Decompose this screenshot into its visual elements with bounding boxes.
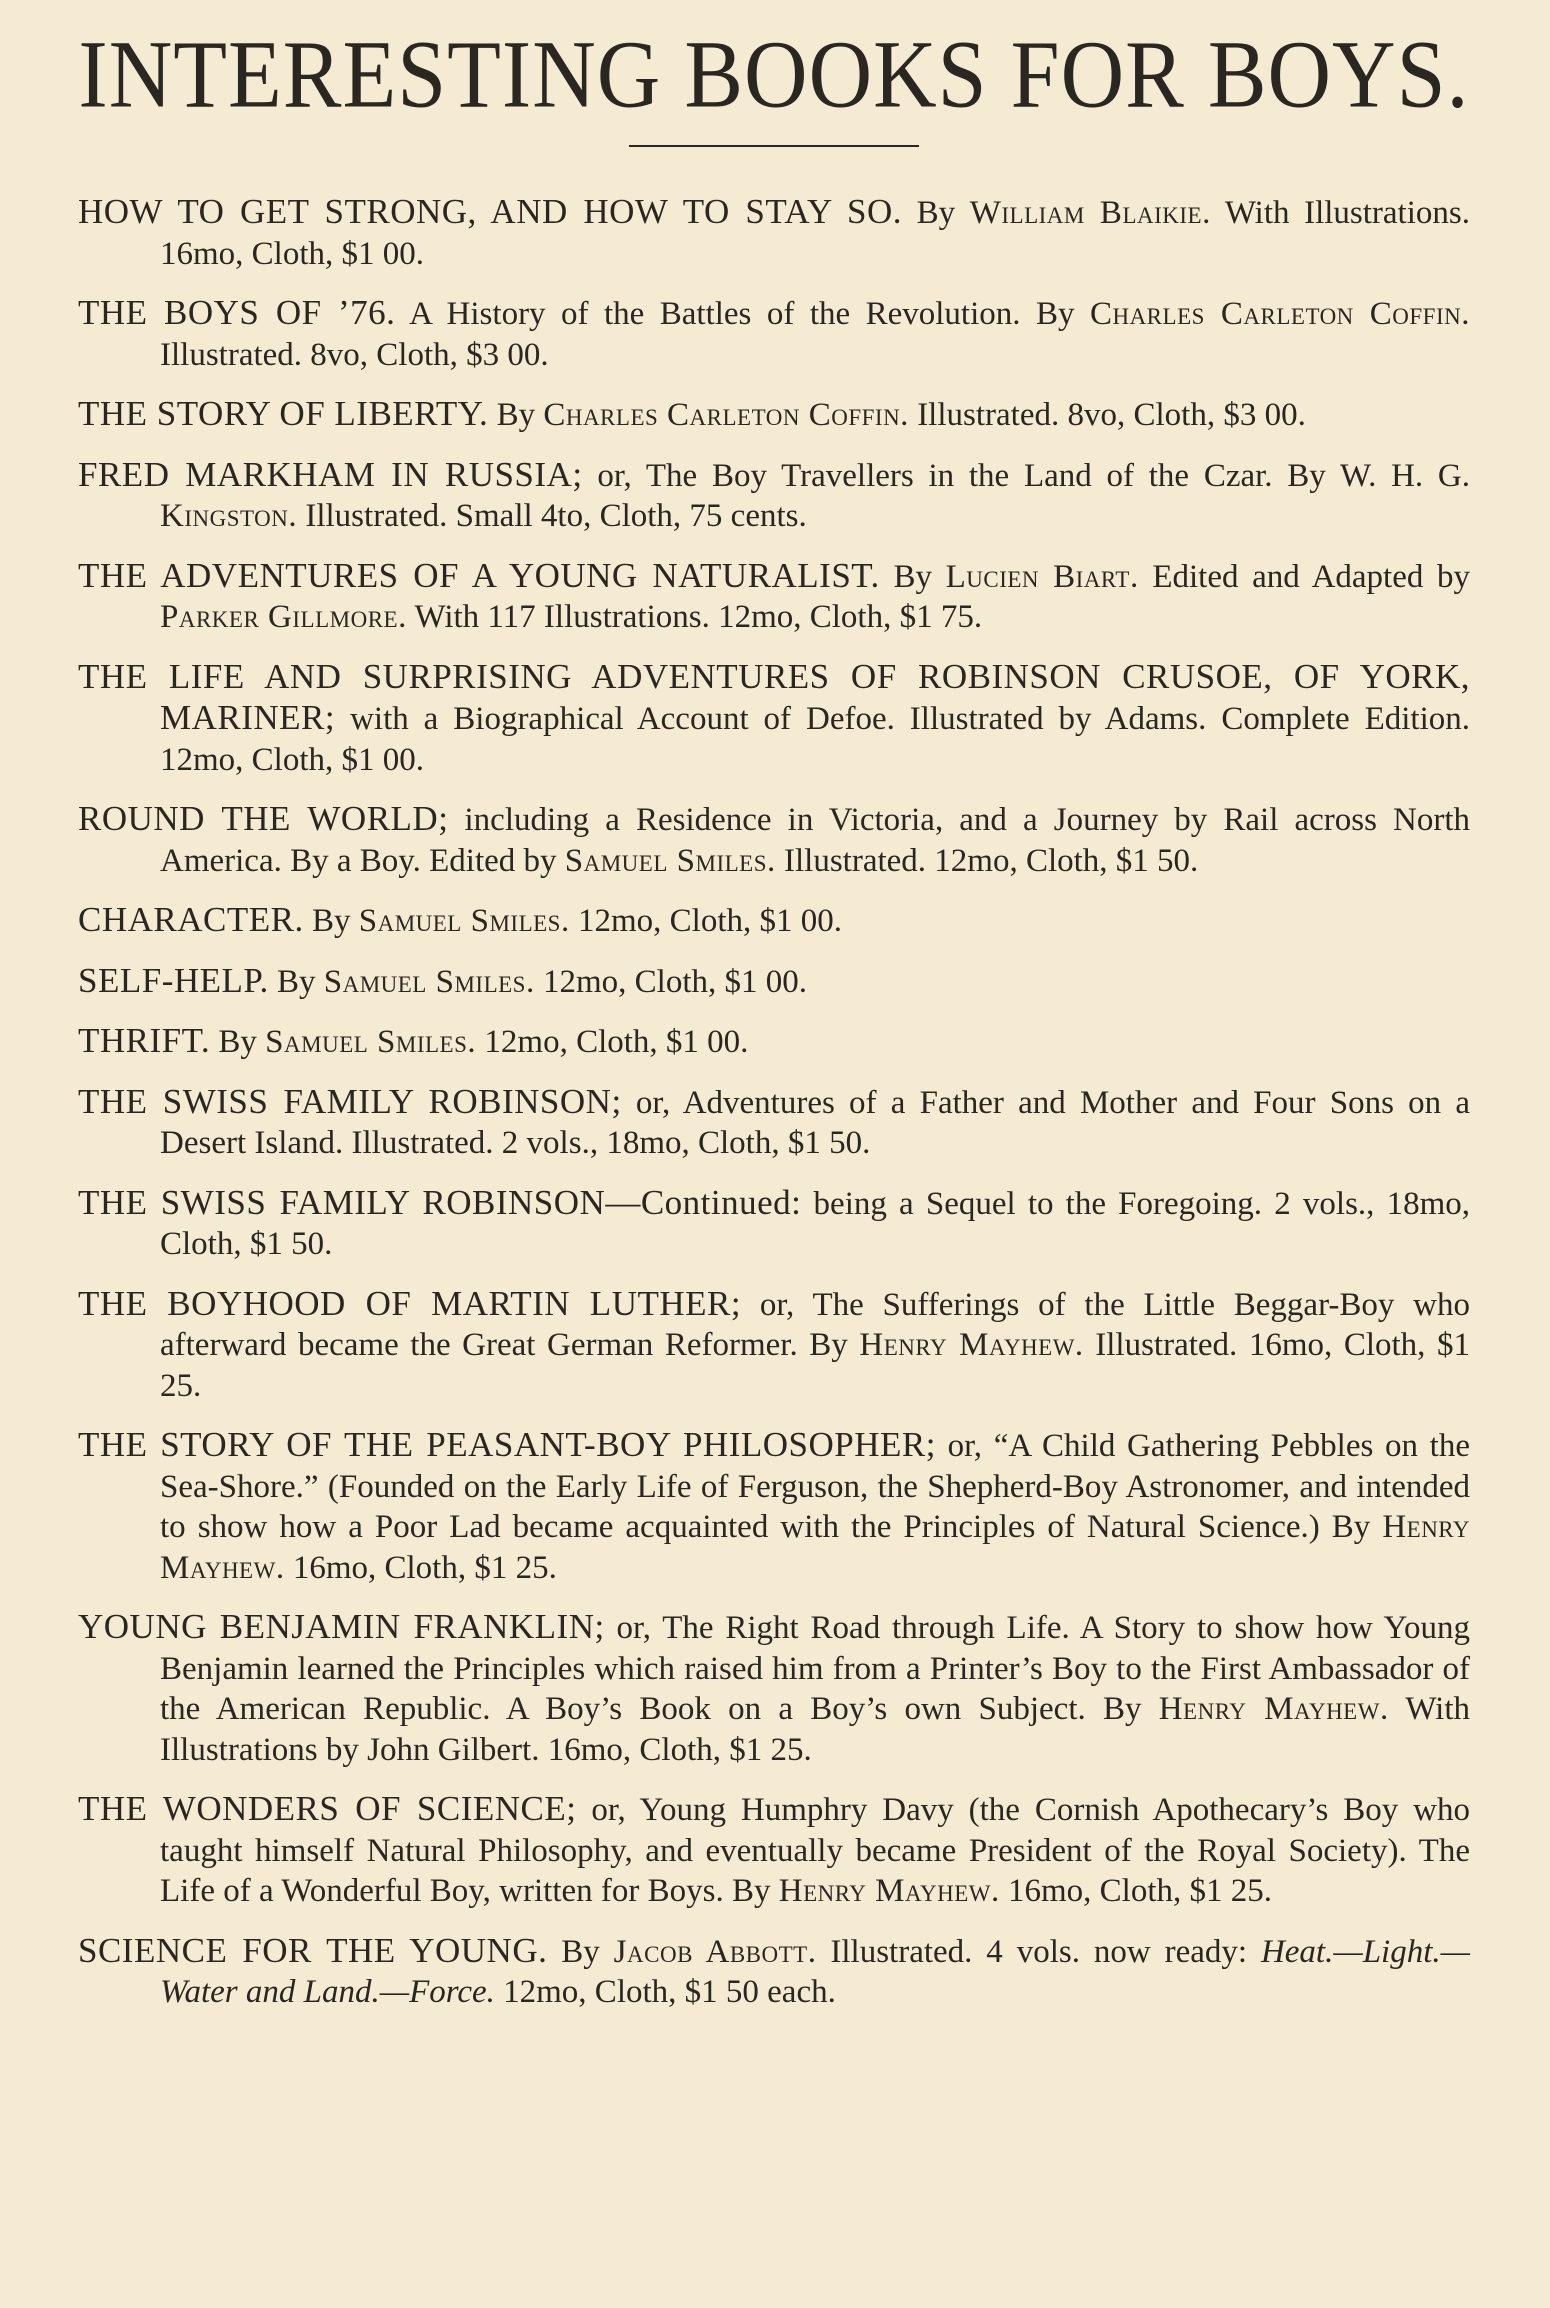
book-text: or, The Boy Travellers in the Land of the Czar. By W. H. G. xyxy=(582,457,1471,494)
book-text: A History of the Battles of the Revolution. By xyxy=(395,296,1090,332)
book-text: By xyxy=(879,558,946,595)
book-entry xyxy=(78,799,1470,881)
book-details: 12mo, Cloth, $1 00. xyxy=(534,963,807,1000)
book-details: Illustrated. 16mo, Cloth, $1 25. xyxy=(160,1327,1470,1404)
book-text: By xyxy=(902,195,970,231)
book-list xyxy=(78,192,1470,2013)
book-text: By xyxy=(547,1933,614,1970)
book-author: Samuel Smiles. xyxy=(564,842,776,879)
book-entry xyxy=(78,900,1470,942)
book-author: William Blaikie. xyxy=(969,195,1211,231)
book-text: Edited and Adapted by xyxy=(1138,558,1470,595)
book-entry xyxy=(78,293,1470,375)
book-title: CHARACTER. xyxy=(78,900,304,939)
book-details: With Illustrations by John Gilbert. 16mo, Cloth, $1 25. xyxy=(160,1691,1470,1768)
book-editor: Parker Gillmore. xyxy=(160,599,407,635)
book-title: THE SWISS FAMILY ROBINSON—Continued: xyxy=(78,1182,802,1222)
book-author: Henry Mayhew. xyxy=(778,1873,1000,1909)
book-text: or, Young Humphry Davy (the Cornish Apothecary’s Boy who taught himself Natural Philosophy, and eventually became President of the Royal Society). The Life of a Wonderful Boy, written for Boys. By xyxy=(160,1792,1471,1909)
book-details: or, Adventures of a Father and Mother and Four Sons on a Desert Island. Illustrated. 2 vols., 18mo, Cloth, $1 50. xyxy=(160,1084,1470,1161)
book-details: 16mo, Cloth, $1 25. xyxy=(284,1549,557,1586)
book-title: THE BOYS OF ’76. xyxy=(78,293,396,332)
book-text: Illustrated. 4 vols. now ready: xyxy=(816,1933,1261,1970)
book-title: THRIFT. xyxy=(78,1021,211,1060)
book-author: Jacob Abbott. xyxy=(613,1933,817,1970)
book-author: Henry Mayhew. xyxy=(859,1327,1084,1363)
book-title: THE STORY OF LIBERTY. xyxy=(78,394,489,433)
title-rule xyxy=(629,145,919,147)
book-details: Illustrated. Small 4to, Cloth, 75 cents. xyxy=(297,498,807,534)
book-details: 12mo, Cloth, $1 50 each. xyxy=(494,1974,836,2010)
book-text: By xyxy=(488,397,544,433)
book-details: Illustrated. 8vo, Cloth, $3 00. xyxy=(160,336,549,373)
book-details: 12mo, Cloth, $1 00. xyxy=(569,903,842,939)
book-title: THE BOYHOOD OF MARTIN LUTHER; xyxy=(78,1283,742,1323)
book-title: ROUND THE WORLD; xyxy=(78,799,449,838)
book-title: SELF-HELP. xyxy=(78,960,269,1000)
book-author: Henry Mayhew. xyxy=(1158,1691,1389,1727)
book-text: By xyxy=(268,963,324,1000)
book-title: HOW TO GET STRONG, AND HOW TO STAY SO. xyxy=(78,192,903,231)
book-entry xyxy=(78,1425,1470,1588)
book-author: Henry Mayhew. xyxy=(160,1509,1470,1586)
book-entry xyxy=(78,556,1470,638)
book-author: Samuel Smiles. xyxy=(323,963,535,1000)
book-entry xyxy=(78,657,1470,781)
book-author: Kingston. xyxy=(160,498,298,534)
book-entry xyxy=(78,1931,1470,2013)
book-title: THE WONDERS OF SCIENCE; xyxy=(78,1789,577,1828)
book-text: including a Residence in Victoria, and a Journey by Rail across North America. By a Boy. Edited by xyxy=(160,802,1470,879)
book-title: SCIENCE FOR THE YOUNG. xyxy=(78,1930,548,1970)
book-title: FRED MARKHAM IN RUSSIA; xyxy=(78,454,583,494)
book-details: With Illustrations. 16mo, Cloth, $1 00. xyxy=(160,195,1470,272)
book-entry xyxy=(78,1082,1470,1164)
book-details: with a Biographical Account of Defoe. Illustrated by Adams. Complete Edition. 12mo, Cloth, $1 00. xyxy=(160,701,1470,778)
book-author: Charles Carleton Coffin. xyxy=(1089,296,1470,332)
book-text: By xyxy=(303,903,359,939)
book-entry xyxy=(78,1021,1470,1063)
book-details: Illustrated. 8vo, Cloth, $3 00. xyxy=(908,397,1306,433)
book-title: THE SWISS FAMILY ROBINSON; xyxy=(78,1081,622,1121)
book-entry xyxy=(78,1183,1470,1265)
book-details: Illustrated. 12mo, Cloth, $1 50. xyxy=(775,842,1199,879)
book-details: 12mo, Cloth, $1 00. xyxy=(476,1024,749,1060)
book-entry xyxy=(78,192,1470,274)
book-author: Charles Carleton Coffin. xyxy=(543,397,909,433)
book-entry xyxy=(78,1284,1470,1407)
volume-titles: Heat.—Light.—Water and Land.—Force. xyxy=(160,1933,1470,2010)
book-details: With 117 Illustrations. 12mo, Cloth, $1 75. xyxy=(406,599,983,635)
book-entry xyxy=(78,394,1470,436)
book-text: or, The Right Road through Life. A Story to show how Young Benjamin learned the Principles which raised him from a Printer’s Boy to the First Ambassador of the American Republic. A Boy’s Book on a Boy’s own Subject. By xyxy=(160,1610,1470,1727)
book-author: Samuel Smiles. xyxy=(358,903,570,939)
book-title: THE STORY OF THE PEASANT-BOY PHILOSOPHER; xyxy=(78,1425,936,1464)
page-title: INTERESTING BOOKS FOR BOYS. xyxy=(78,22,1470,129)
book-details: 16mo, Cloth, $1 25. xyxy=(999,1873,1273,1909)
book-text: or, “A Child Gathering Pebbles on the Sea-Shore.” (Founded on the Early Life of Ferguson, the Shepherd-Boy Astronomer, and intended to show how a Poor Lad became acquainted with the Principles of Natural Science.) By xyxy=(160,1428,1470,1545)
book-entry xyxy=(78,961,1470,1003)
book-details: being a Sequel to the Foregoing. 2 vols., 18mo, Cloth, $1 50. xyxy=(160,1185,1470,1262)
book-author: Samuel Smiles. xyxy=(265,1024,477,1060)
book-author: Lucien Biart. xyxy=(945,558,1139,595)
book-text: By xyxy=(210,1024,266,1060)
book-text: or, The Sufferings of the Little Beggar-Boy who afterward became the Great German Reformer. By xyxy=(160,1286,1471,1363)
book-entry xyxy=(78,455,1470,537)
book-entry xyxy=(78,1789,1470,1912)
book-title: YOUNG BENJAMIN FRANKLIN; xyxy=(78,1607,605,1646)
book-entry xyxy=(78,1607,1470,1770)
book-title: THE ADVENTURES OF A YOUNG NATURALIST. xyxy=(78,555,880,595)
book-title: THE LIFE AND SURPRISING ADVENTURES OF ROBINSON CRUSOE, OF YORK, MARINER; xyxy=(78,656,1470,737)
